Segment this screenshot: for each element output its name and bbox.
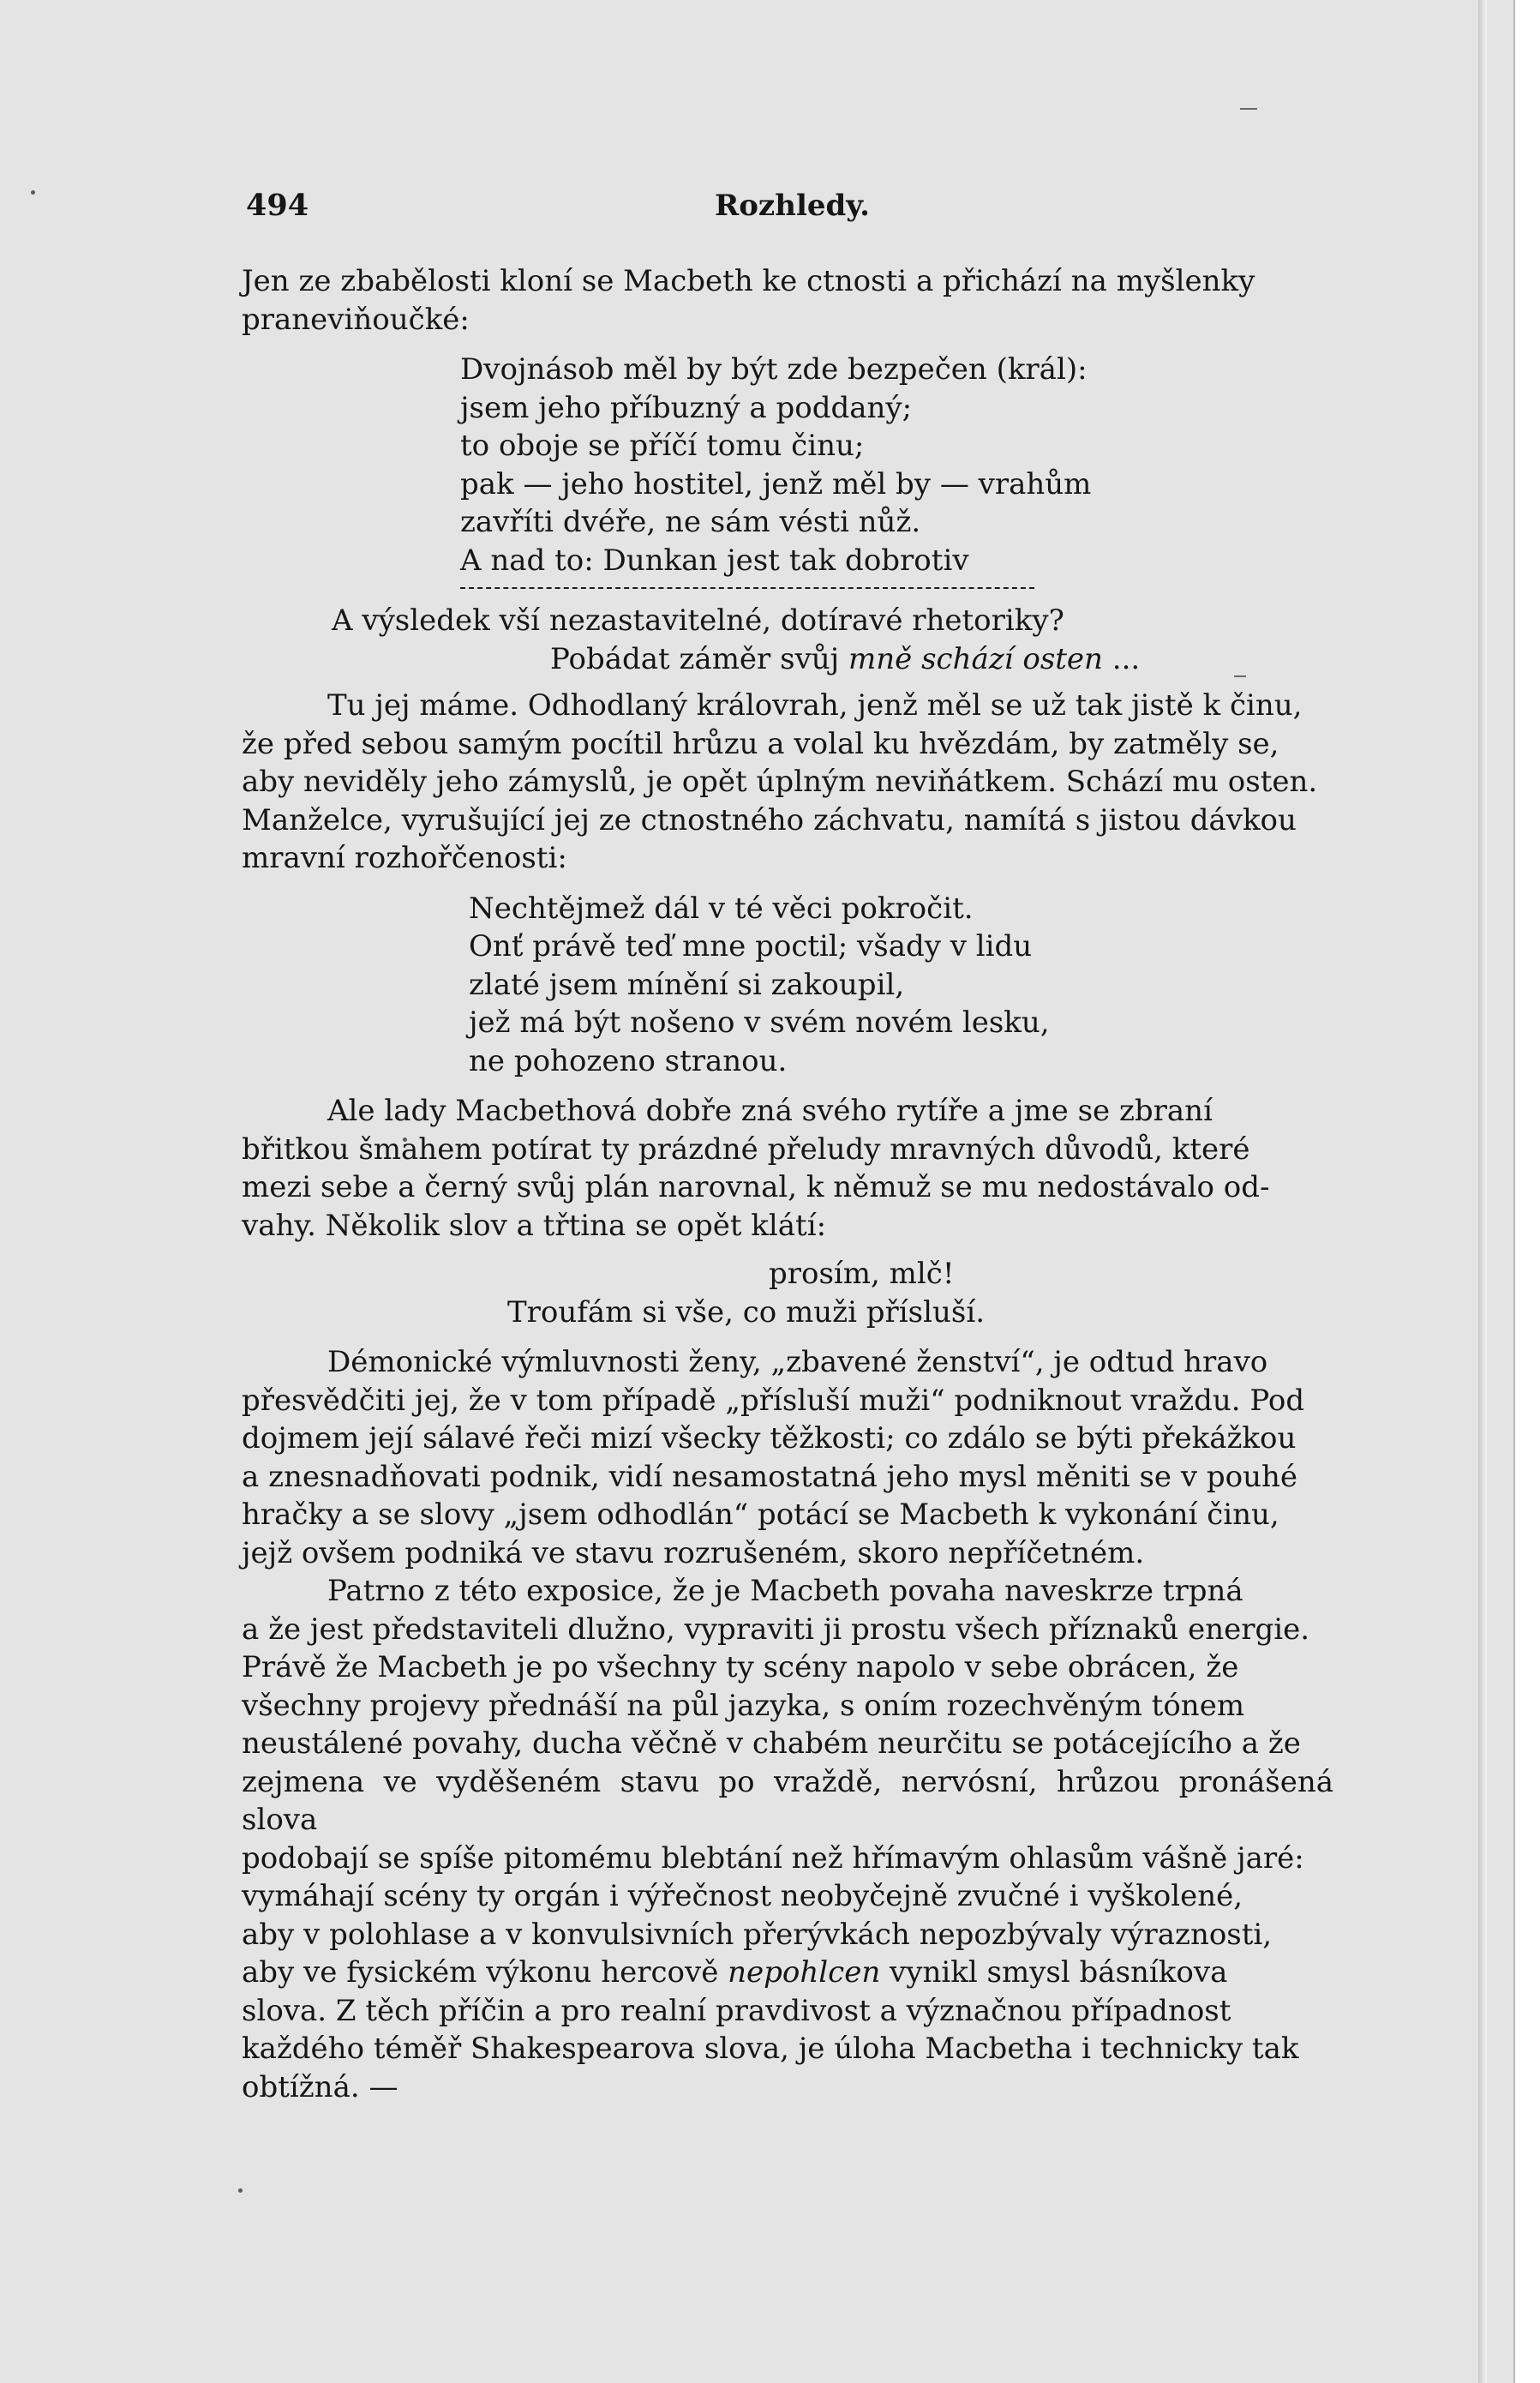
verse-block-3 — [242, 1255, 1333, 1331]
text-line: každého téměř Shakespearova slova, je úloha Macbetha i technicky tak — [242, 2032, 1299, 2066]
verse-line: Dvojnásob měl by být zde bezpečen (král): — [460, 352, 1088, 387]
verse-line: Onť právě teď mne poctil; všady v lidu — [469, 929, 1033, 963]
rhetoric-answer-suffix: ... — [1112, 641, 1141, 676]
verse-line: Troufám si vše, co muži přísluší. — [507, 1294, 986, 1330]
paragraph-3 — [242, 1343, 1333, 1572]
rhetoric-answer-prefix: Pobádat záměr svůj — [550, 641, 840, 676]
text-line: slova. Z těch příčin a pro realní pravdivost a význačnou případnost — [242, 1993, 1231, 2028]
verse-line: Nechtějmež dál v té věci pokročit. — [469, 891, 974, 926]
rhetoric-block — [332, 602, 1333, 678]
paragraph-4 — [242, 1572, 1333, 2106]
verse-block-1 — [460, 351, 1333, 579]
text-line: hračky a se slovy „jsem odhodlán“ potácí se Macbeth k vykonání činu, — [242, 1498, 1279, 1532]
verse-line: zavříti dvéře, ne sám vésti nůž. — [460, 505, 921, 539]
verse-line: jež má být nošeno v svém novém lesku, — [469, 1005, 1050, 1040]
text-line: Ale lady Macbethová dobře zná svého rytíře a jme se zbraní — [327, 1094, 1213, 1128]
spacer — [242, 678, 1333, 687]
page-content — [242, 187, 1333, 2106]
paragraph-2 — [242, 1092, 1333, 1245]
verse-line: zlaté jsem mínění si zakoupil, — [469, 967, 905, 1002]
text-line: Tu jej máme. Odhodlaný královrah, jenž měl se už tak jistě k činu, — [327, 688, 1303, 723]
text-line: podobají se spíše pitomému blebtání než hřímavým ohlasům vášně jaré: — [242, 1840, 1304, 1876]
page-edge-shadow — [1478, 0, 1487, 2383]
omission-dash-line — [460, 579, 1333, 602]
text-line: aby v polohlase a v konvulsivních přerývkách nepozbývaly výraznosti, — [242, 1917, 1273, 1952]
scan-speck — [238, 2188, 243, 2193]
verse-line: pak — jeho hostitel, jenž měl by — vrahům — [460, 466, 1092, 501]
rhetoric-answer-italic: mně schází osten — [848, 641, 1103, 676]
text-line: mravní rozhořčenosti: — [242, 841, 567, 875]
text-line: dojmem její sálavé řeči mizí všecky těžkosti; co zdálo se býti překážkou — [242, 1421, 1297, 1456]
verse-line: to oboje se příčí tomu činu; — [460, 429, 865, 463]
text-line: a že jest představiteli dlužno, vypraviti ji prostu všech příznaků energie. — [242, 1612, 1310, 1647]
text-line: Patrno z této exposice, že je Macbeth povaha naveskrze trpná — [327, 1574, 1243, 1608]
running-head: Rozhledy. — [715, 189, 870, 223]
verse-line: A nad to: Dunkan jest tak dobrotiv — [460, 543, 969, 578]
text-line: neustálené povahy, ducha věčně v chabém neurčitu se potácejícího a že — [242, 1726, 1301, 1761]
text-line: že před sebou samým pocítil hrůzu a volal ku hvězdám, by zatměly se, — [242, 726, 1279, 761]
page-number: 494 — [246, 188, 309, 223]
text-line: obtížná. — — [242, 2069, 398, 2104]
paragraph-1 — [242, 687, 1333, 878]
verse-block-2 — [469, 890, 1333, 1081]
verse-line: jsem jeho příbuzný a poddaný; — [460, 390, 913, 425]
rhetoric-answer — [550, 640, 1333, 679]
rhetoric-question: A výsledek vší nezastavitelné, dotíravé rhetoriky? — [332, 603, 1064, 638]
verse-line: ne pohozeno stranou. — [469, 1043, 788, 1078]
text-line: Právě že Macbeth je po všechny ty scény napolo v sebe obrácen, že — [242, 1650, 1239, 1684]
text-line: Manželce, vyrušující jej ze ctnostného záchvatu, namítá s jistou dávkou — [242, 802, 1297, 837]
scan-mark — [1240, 108, 1257, 110]
text-line: přesvědčiti jej, že v tom případě „přísluší muži“ podniknout vraždu. Pod — [242, 1383, 1305, 1418]
line-prefix: aby ve fysickém výkonu hercově — [242, 1955, 719, 1990]
text-line: všechny projevy přednáší na půl jazyka, s oním rozechvěným tónem — [242, 1688, 1245, 1723]
intro-paragraph — [242, 262, 1333, 339]
page-header — [242, 187, 1333, 226]
text-line: Démonické výmluvnosti ženy, „zbavené ženství“, je odtud hravo — [327, 1345, 1268, 1379]
text-line: vahy. Několik slov a třtina se opět klátí: — [242, 1208, 827, 1243]
text-line: zejmena ve vyděšeném stavu po vraždě, nervósní, hrůzou pronášená slova — [242, 1764, 1333, 1837]
text-line: břitkou šmahem potírat ty prázdné přeludy mravných důvodů, které — [242, 1131, 1250, 1167]
italic-word: nepohlcen — [728, 1955, 881, 1990]
text-line — [242, 1954, 1333, 1992]
text-line: jejž ovšem podniká ve stavu rozrušeném, skoro nepříčetném. — [242, 1535, 1145, 1570]
scan-speck — [31, 190, 35, 195]
text-line: Jen ze zbabělosti kloní se Macbeth ke ctnosti a přichází na myšlenky — [242, 264, 1255, 298]
text-line: a znesnadňovati podnik, vidí nesamostatná jeho mysl měniti se v pouhé — [242, 1459, 1298, 1494]
text-line: aby neviděly jeho zámyslů, je opět úplným neviňátkem. Schází mu osten. — [242, 765, 1318, 799]
text-line: mezi sebe a černý svůj plán narovnal, k němuž se mu nedostávalo od- — [242, 1170, 1270, 1204]
text-line: vymáhají scény ty orgán i výřečnost neobyčejně zvučné i vyškolené, — [242, 1879, 1243, 1913]
line-suffix: vynikl smysl básníkova — [890, 1955, 1228, 1990]
text-line: praneviňoučké: — [242, 302, 470, 337]
verse-line: prosím, mlč! — [769, 1257, 955, 1291]
